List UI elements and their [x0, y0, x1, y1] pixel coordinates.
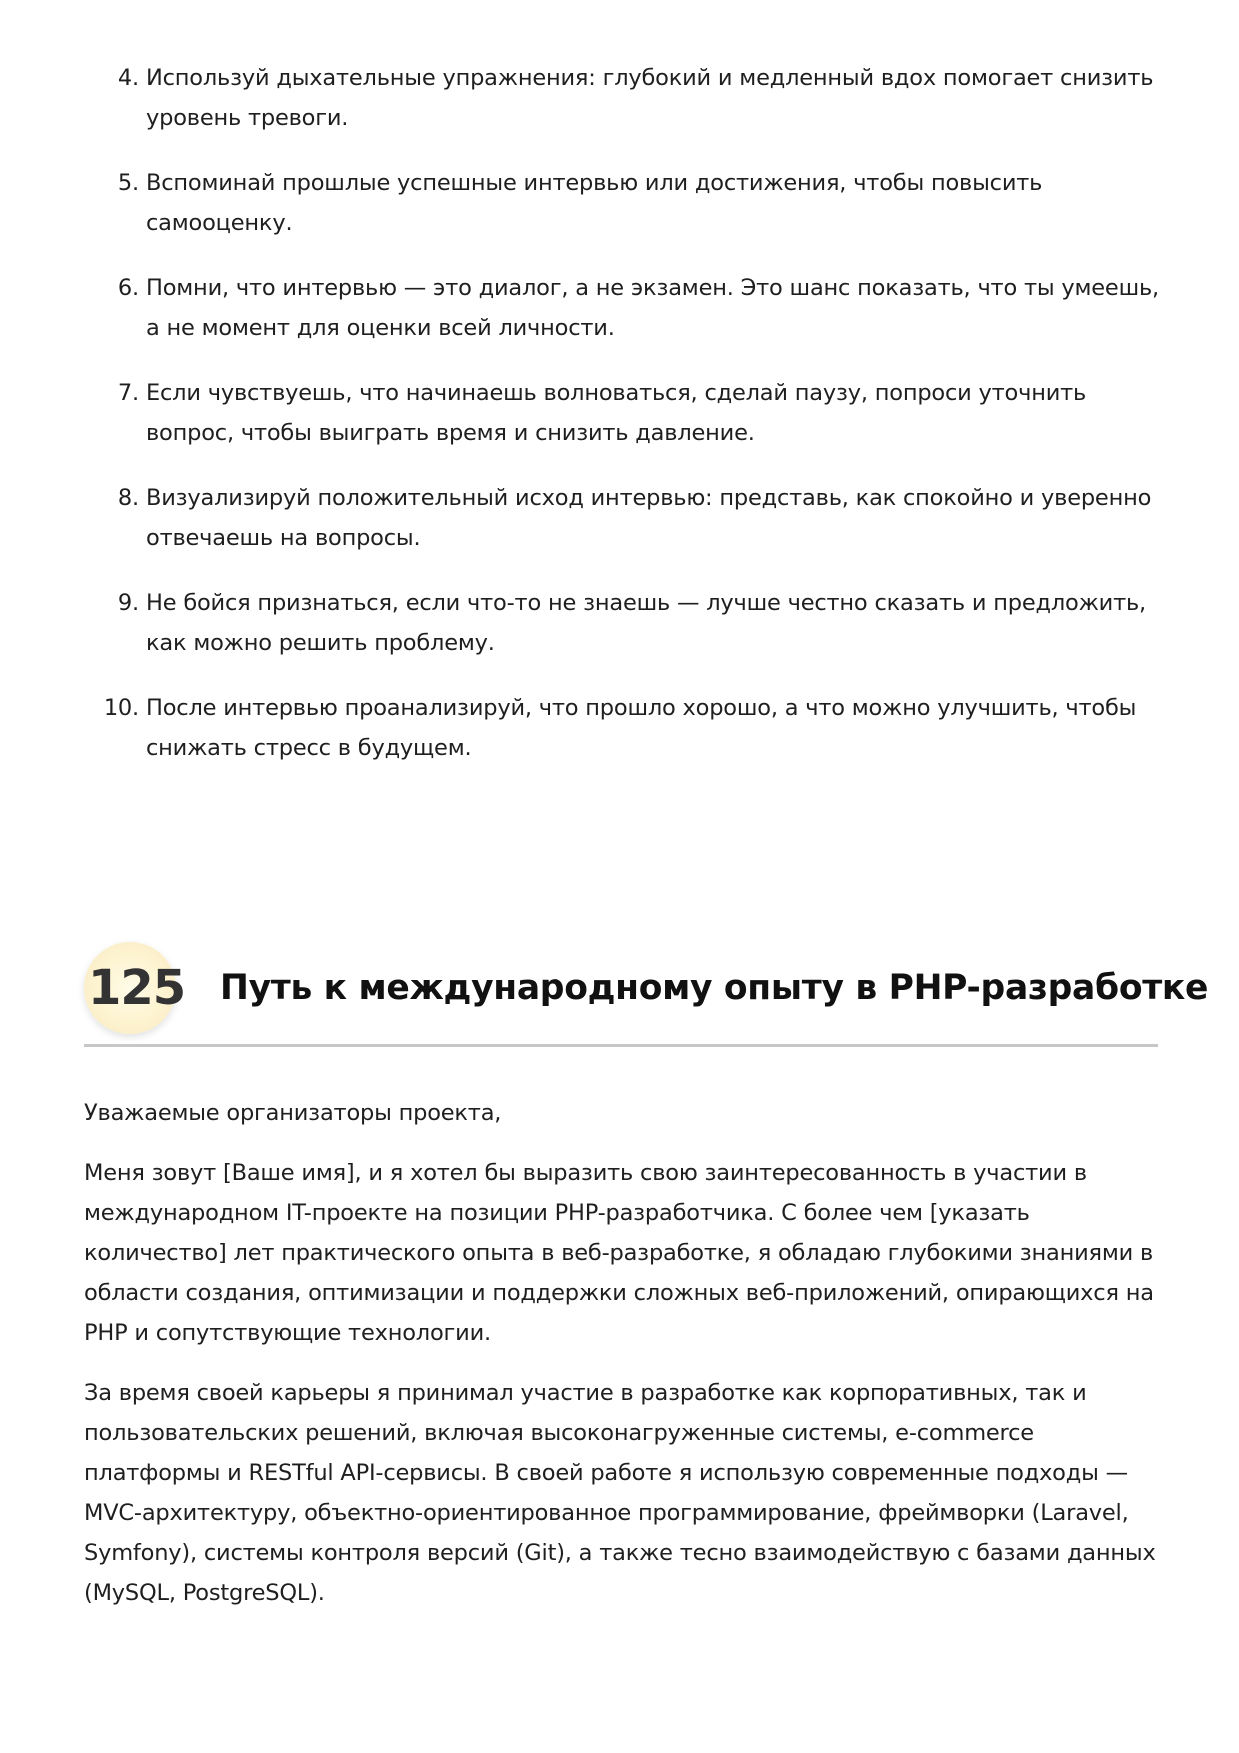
- letter-paragraph-1: Меня зовут [Ваше имя], и я хотел бы выразить свою заинтересованность в участии в международном IT-проекте на позиции PHP-разработчика. С более чем [указать количество] лет практического опыта в веб-разработке, я обладаю глубокими знаниями в области создания, оптимизации и поддержки сложных веб-приложений, опирающихся на PHP и сопутствующие технологии.: [84, 1160, 1154, 1346]
- list-item-number: 8.: [117, 485, 139, 511]
- list-item: [84, 478, 1164, 558]
- list-item-number: 9.: [117, 590, 139, 616]
- chapter-divider: [84, 1044, 1158, 1047]
- list-item: [84, 688, 1164, 768]
- letter-greeting: Уважаемые организаторы проекта,: [84, 1100, 502, 1126]
- list-item-text: Не бойся признаться, если что-то не знаешь — лучше честно сказать и предложить, как можно решить проблему.: [146, 590, 1146, 656]
- list-item-text: Помни, что интервью — это диалог, а не экзамен. Это шанс показать, что ты умеешь, а не момент для оценки всей личности.: [146, 275, 1159, 341]
- list-item-text: Вспоминай прошлые успешные интервью или достижения, чтобы повысить самооценку.: [146, 170, 1043, 236]
- list-item-text: Используй дыхательные упражнения: глубокий и медленный вдох помогает снизить уровень тревоги.: [146, 65, 1154, 131]
- letter-paragraph-2: За время своей карьеры я принимал участие в разработке как корпоративных, так и пользовательских решений, включая высоконагруженные системы, e-commerce платформы и RESTful API-сервисы. В своей работе я использую современные подходы — MVC-архитектуру, объектно-ориентированное программирование, фреймворки (Laravel, Symfony), системы контроля версий (Git), а также тесно взаимодействую с базами данных (MySQL, PostgreSQL).: [84, 1380, 1156, 1606]
- list-item: [84, 58, 1164, 138]
- letter-body: [84, 1093, 1162, 1633]
- list-item: [84, 583, 1164, 663]
- list-item: [84, 268, 1164, 348]
- list-item-number: 6.: [117, 275, 139, 301]
- chapter-title: Путь к международному опыту в PHP-разработке: [220, 968, 1209, 1008]
- list-item-number: 7.: [117, 380, 139, 406]
- list-item-text: Если чувствуешь, что начинаешь волноваться, сделай паузу, попроси уточнить вопрос, чтобы выиграть время и снизить давление.: [146, 380, 1087, 446]
- list-item: [84, 373, 1164, 453]
- list-item-number: 10.: [103, 695, 139, 721]
- chapter-number: 125: [88, 960, 186, 1016]
- list-item-number: 4.: [117, 65, 139, 91]
- chapter-header: [84, 940, 1209, 1048]
- list-item-text: Визуализируй положительный исход интервью: представь, как спокойно и уверенно отвечаешь на вопросы.: [146, 485, 1152, 551]
- tips-list: [84, 58, 1164, 793]
- list-item-text: После интервью проанализируй, что прошло хорошо, а что можно улучшить, чтобы снижать стресс в будущем.: [146, 695, 1137, 761]
- list-item-number: 5.: [117, 170, 139, 196]
- list-item: [84, 163, 1164, 243]
